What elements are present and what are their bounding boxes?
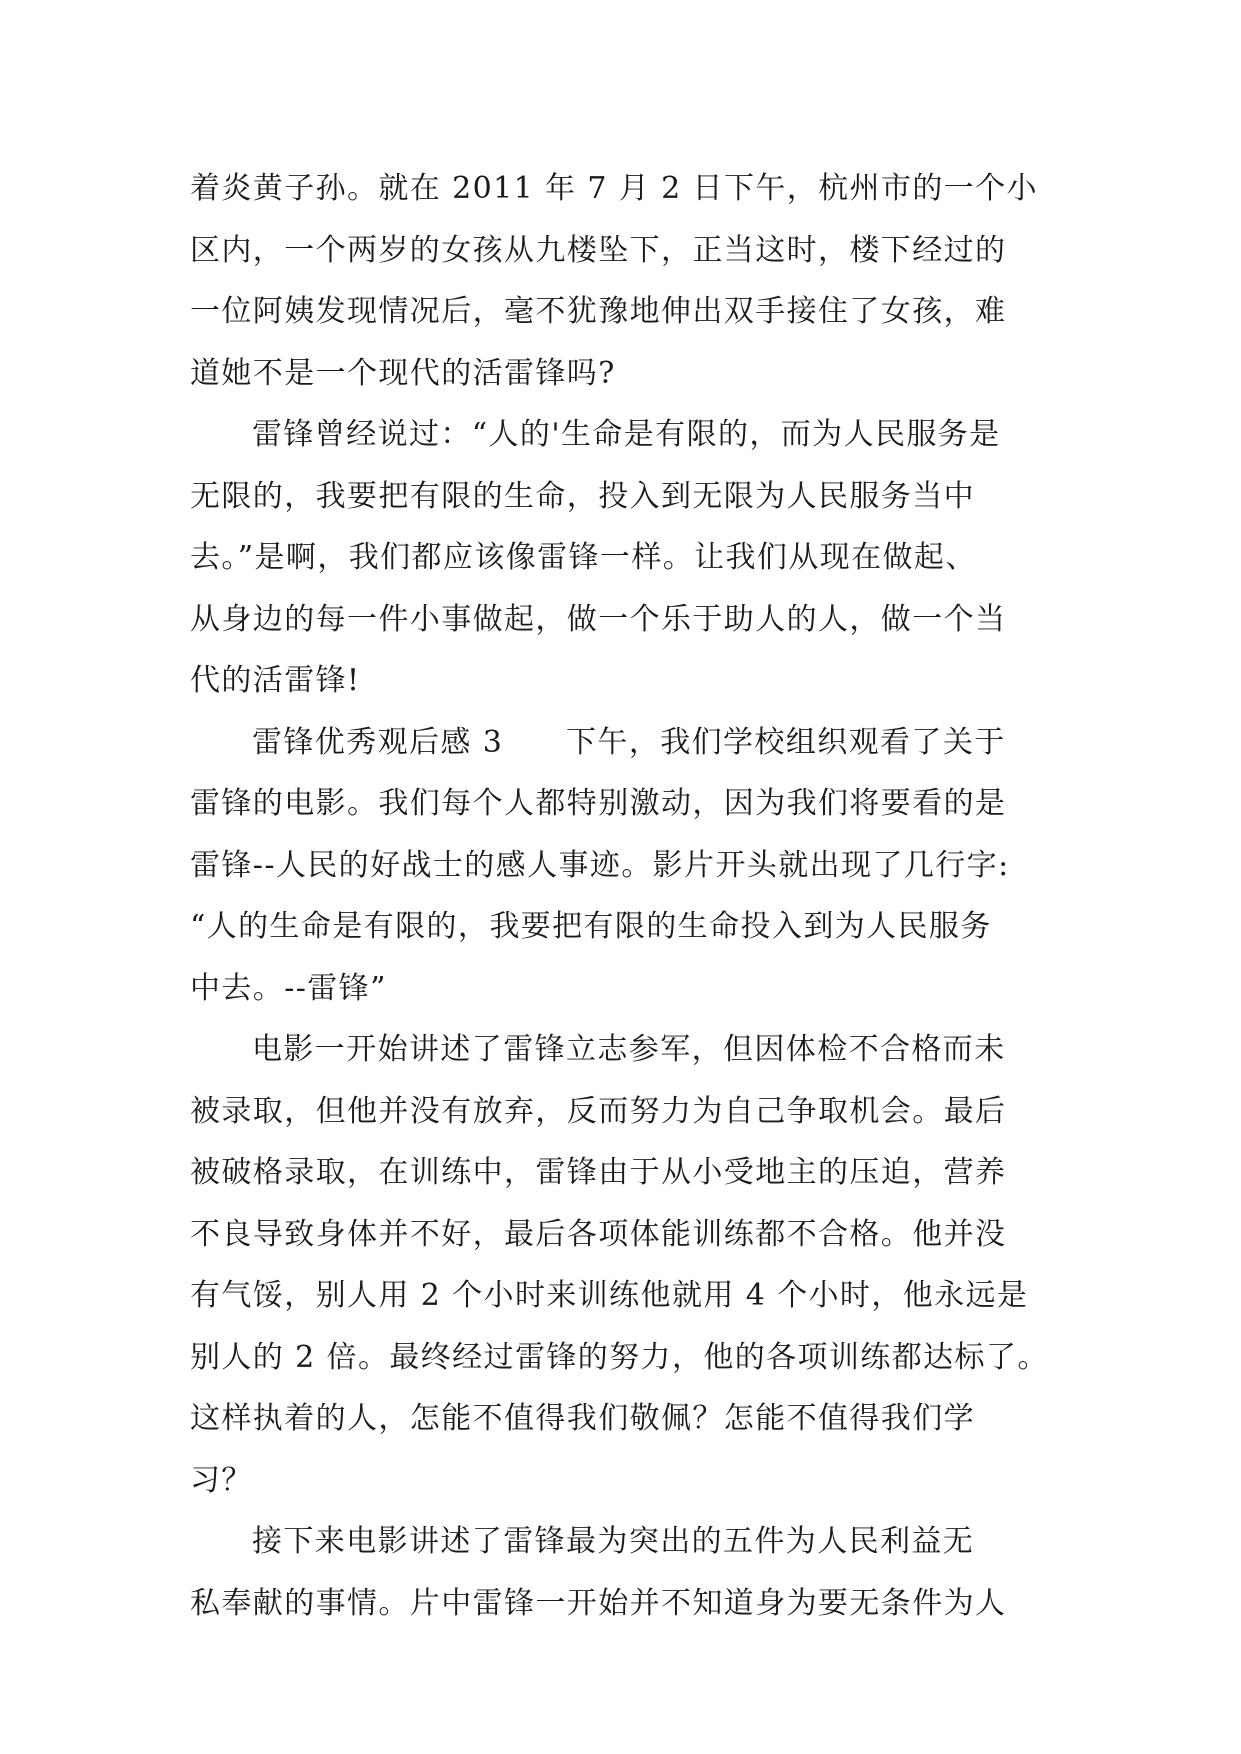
text-line: 私奉献的事情。片中雷锋一开始并不知道身为要无条件为人: [190, 1585, 1007, 1621]
text-line: 被破格录取，在训练中，雷锋由于从小受地主的压迫，营养: [190, 1155, 1007, 1190]
text-line: 无限的，我要把有限的生命，投入到无限为人民服务当中: [190, 478, 975, 514]
paragraph-first-line: 电影一开始讲述了雷锋立志参军，但因体检不合格而未: [252, 1032, 1006, 1067]
text-line: 中去。--雷锋”: [190, 970, 387, 1006]
text-line: 有气馁，别人用 2 个小时来训练他就用 4 个小时，他永远是: [190, 1278, 1029, 1313]
text-line: 区内，一个两岁的女孩从九楼坠下，正当这时，楼下经过的: [190, 232, 1007, 268]
text-line: 去。”是啊，我们都应该像雷锋一样。让我们从现在做起、: [190, 540, 977, 575]
text-line: 代的活雷锋!: [190, 663, 361, 698]
text-line: 雷锋的电影。我们每个人都特别激动，因为我们将要看的是: [190, 786, 1007, 821]
text-line: 不良导致身体并不好，最后各项体能训练都不合格。他并没: [190, 1216, 1007, 1252]
text-line: 一位阿姨发现情况后，毫不犹豫地伸出双手接住了女孩，难: [190, 294, 1007, 329]
text-line: 道她不是一个现代的活雷锋吗?: [190, 355, 616, 391]
text-line: 这样执着的人，怎能不值得我们敬佩？怎能不值得我们学: [190, 1401, 975, 1436]
text-line: 着炎黄子孙。就在 2011 年 7 月 2 日下午，杭州市的一个小: [190, 171, 1038, 206]
text-line: 被录取，但他并没有放弃，反而努力为自己争取机会。最后: [190, 1093, 1007, 1129]
text-line: 从身边的每一件小事做起，做一个乐于助人的人，做一个当: [190, 601, 1007, 637]
body-text: [190, 158, 1050, 1634]
text-line: 雷锋--人民的好战士的感人事迹。影片开头就出现了几行字:: [190, 847, 1010, 883]
text-line: “人的生命是有限的，我要把有限的生命投入到为人民服务: [190, 909, 992, 944]
paragraph-first-line: 雷锋优秀观后感 3 下午，我们学校组织观看了关于: [252, 724, 1006, 760]
paragraph-first-line: 接下来电影讲述了雷锋最为突出的五件为人民利益无: [252, 1524, 975, 1559]
text-line: 别人的 2 倍。最终经过雷锋的努力，他的各项训练都达标了。: [190, 1339, 1049, 1375]
text-line: 习？: [190, 1462, 253, 1498]
paragraph-first-line: 雷锋曾经说过：“人的'生命是有限的，而为人民服务是: [252, 417, 1001, 452]
